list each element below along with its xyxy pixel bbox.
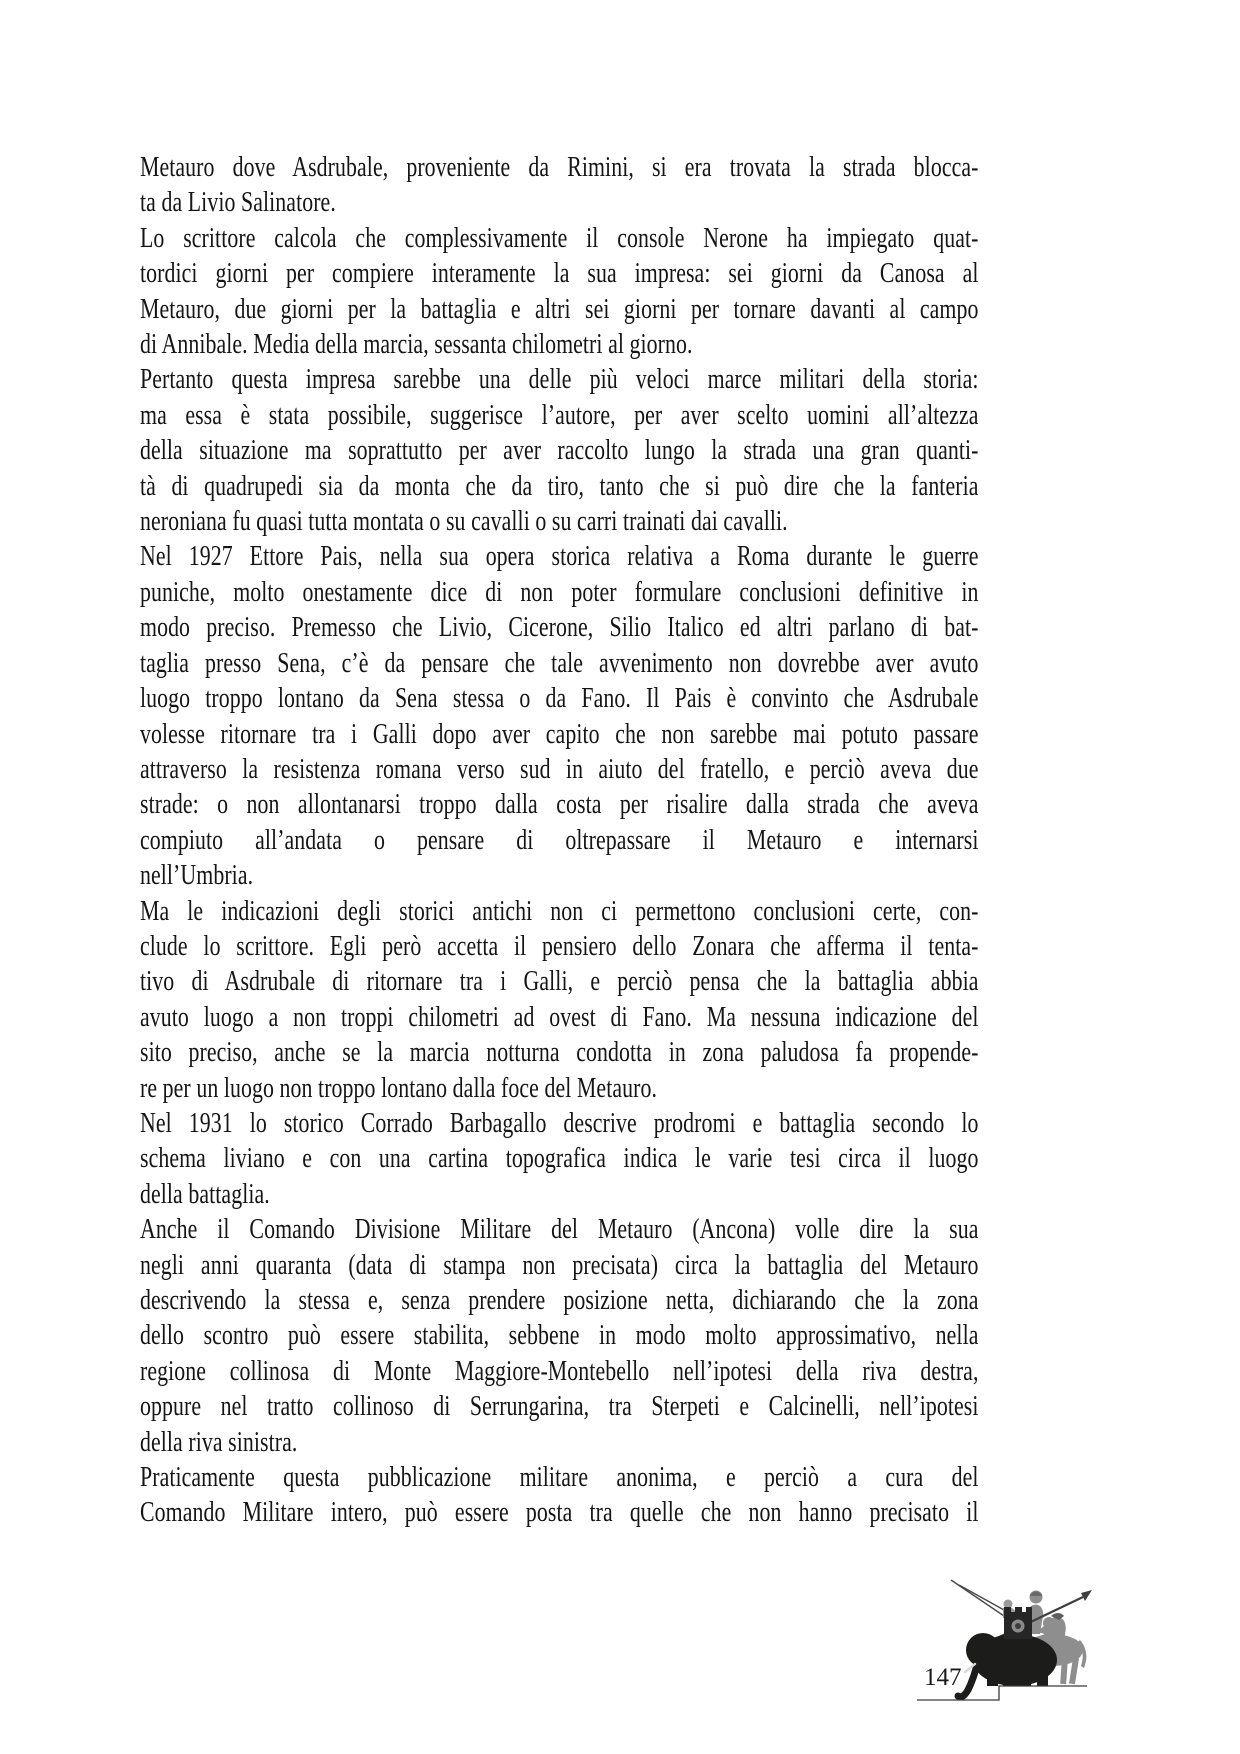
text-line: tà di quadrupedi sia da monta che da tiro, tanto che si può dire che la fanteria (140, 470, 979, 502)
text-line: regione collinosa di Monte Maggiore-Montebello nell’ipotesi della riva destra, (140, 1355, 979, 1387)
text-line: di Annibale. Media della marcia, sessanta chilometri al giorno. (140, 329, 693, 361)
text-line: Metauro dove Asdrubale, proveniente da Rimini, si era trovata la strada blocca- (140, 152, 979, 183)
text-line: Nel 1931 lo storico Corrado Barbagallo descrive prodromi e battaglia secondo lo (140, 1107, 979, 1139)
text-line: negli anni quaranta (data di stampa non precisata) circa la battaglia del Metauro (140, 1249, 979, 1281)
elephant-icon (958, 1633, 1057, 1697)
body-text (140, 150, 978, 1531)
turret-icon (1004, 1607, 1032, 1639)
text-line: schema liviano e con una cartina topografica indica le varie tesi circa il luogo (140, 1143, 979, 1175)
text-line: Metauro, due giorni per la battaglia e altri sei giorni per tornare davanti al campo (140, 293, 979, 325)
text-line: dello scontro può essere stabilita, sebbene in modo molto approssimativo, nella (140, 1320, 979, 1352)
text-line: sito preciso, anche se la marcia notturna condotta in zona paludosa fa propende- (140, 1037, 979, 1069)
text-line: avuto luogo a non troppi chilometri ad ovest di Fano. Ma nessuna indicazione del (140, 1001, 979, 1033)
text-line: re per un luogo non troppo lontano dalla foce del Metauro. (140, 1072, 658, 1104)
text-line: clude lo scrittore. Egli però accetta il pensiero dello Zonara che afferma il tenta- (140, 930, 979, 962)
text-line: Nel 1927 Ettore Pais, nella sua opera storica relativa a Roma durante le guerre (140, 541, 979, 573)
text-line: strade: o non allontanarsi troppo dalla costa per risalire dalla strada che aveva (140, 789, 979, 821)
text-line: ma essa è stata possibile, suggerisce l’autore, per aver scelto uomini all’altezza (140, 399, 979, 431)
step-rule (917, 1686, 1087, 1700)
text-line: della riva sinistra. (140, 1426, 298, 1458)
text-line: Lo scrittore calcola che complessivamente il console Nerone ha impiegato quat- (140, 222, 979, 254)
text-line: luogo troppo lontano da Sena stessa o da Fano. Il Pais è convinto che Asdrubale (140, 683, 979, 715)
text-line: della situazione ma soprattutto per aver raccolto lungo la strada una gran quanti- (140, 435, 979, 467)
text-line: Pertanto questa impresa sarebbe una delle più veloci marce militari della storia: (140, 364, 979, 396)
text-line: attraverso la resistenza romana verso sud in aiuto del fratello, e perciò aveva due (140, 753, 979, 785)
text-line: Praticamente questa pubblicazione militare anonima, e perciò a cura del (140, 1462, 979, 1494)
war-elephant-illustration (895, 1578, 1105, 1706)
text-line: modo preciso. Premesso che Livio, Cicerone, Silio Italico ed altri parlano di bat- (140, 612, 979, 644)
text-line: della battaglia. (140, 1178, 270, 1210)
text-line: tivo di Asdrubale di ritornare tra i Galli, e perciò pensa che la battaglia abbia (140, 966, 979, 998)
text-line: tordici giorni per compiere interamente la sua impresa: sei giorni da Canosa al (140, 258, 979, 290)
page-number: 147 (924, 1664, 962, 1691)
text-line: neroniana fu quasi tutta montata o su cavalli o su carri trainati dai cavalli. (140, 506, 788, 538)
text-line: oppure nel tratto collinoso di Serrungarina, tra Sterpeti e Calcinelli, nell’ipotesi (140, 1391, 979, 1423)
text-line: compiuto all’andata o pensare di oltrepassare il Metauro e internarsi (140, 824, 979, 856)
text-line: Ma le indicazioni degli storici antichi non ci permettono conclusioni certe, con- (140, 895, 979, 927)
text-line: descrivendo la stessa e, senza prendere posizione netta, dichiarando che la zona (140, 1285, 979, 1316)
text-line: ta da Livio Salinatore. (140, 187, 336, 219)
text-line: volesse ritornare tra i Galli dopo aver capito che non sarebbe mai potuto passare (140, 718, 979, 750)
text-line: taglia presso Sena, c’è da pensare che tale avvenimento non dovrebbe aver avuto (140, 647, 979, 679)
text-line: Comando Militare intero, può essere posta tra quelle che non hanno precisato il (140, 1497, 979, 1529)
text-line: Anche il Comando Divisione Militare del Metauro (Ancona) volle dire la sua (140, 1214, 979, 1246)
text-line: nell’Umbria. (140, 860, 254, 892)
text-line: puniche, molto onestamente dice di non poter formulare conclusioni definitive in (140, 576, 979, 608)
